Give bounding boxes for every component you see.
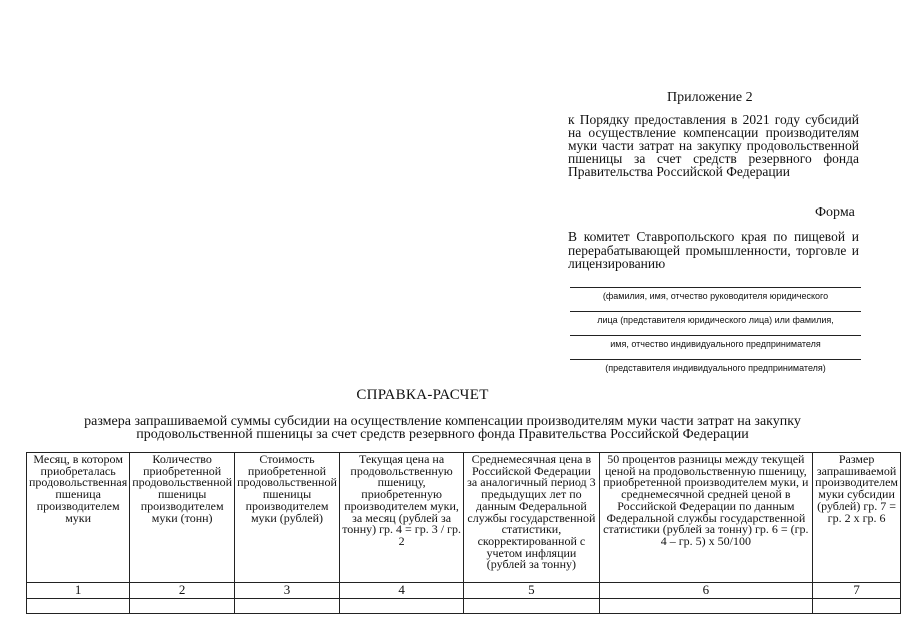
- table-header-cell: Месяц, в котором приобреталась продовольственная пшеница производителем муки: [27, 453, 130, 583]
- signature-line-1: (фамилия, имя, отчество руководителя юридического: [570, 287, 861, 302]
- addressee: В комитет Ставропольского края по пищевой и перерабатывающей промышленности, торговле и лицензированию: [568, 229, 859, 271]
- column-number: 5: [464, 583, 599, 599]
- calculation-table: [26, 452, 901, 614]
- table-cell: [813, 598, 901, 613]
- table-cell: [235, 598, 340, 613]
- column-number: 3: [235, 583, 340, 599]
- table-header-cell: 50 процентов разницы между текущей ценой на продовольственную пшеницу, приобретенной производителем муки, и среднемесячной средней ценой в Российской Федерации по данным Федеральной службы государственной статистики (рублей за тонну) гр. 6 = (гр. 4 – гр. 5) x 50/100: [599, 453, 813, 583]
- document-subtitle: размера запрашиваемой суммы субсидии на осуществление компенсации производителям муки части затрат на закупку продовольственной пшеницы за счет средств резервного фонда Правительства Российской Федерации: [84, 414, 801, 442]
- table-header-cell: Количество приобретенной продовольственной пшеницы производителем муки (тонн): [130, 453, 235, 583]
- column-number: 2: [130, 583, 235, 599]
- table-cell: [599, 598, 813, 613]
- signature-line-3: имя, отчество индивидуального предпринимателя: [570, 335, 861, 350]
- table-header-cell: Среднемесячная цена в Российской Федерации за аналогичный период 3 предыдущих лет по данным Федеральной службы государственной статистики, скорректированной с учетом инфляции (рублей за тонну): [464, 453, 599, 583]
- column-number: 7: [813, 583, 901, 599]
- appendix-text: к Порядку предоставления в 2021 году субсидий на осуществление компенсации производителям муки части затрат на закупку продовольственной пшеницы за счет средств резервного фонда Правительства Российской Федерации: [568, 112, 859, 179]
- column-number: 4: [339, 583, 463, 599]
- table-header-cell: Размер запрашиваемой производителем муки субсидии (рублей) гр. 7 = гр. 2 x гр. 6: [813, 453, 901, 583]
- column-number: 6: [599, 583, 813, 599]
- table-cell: [464, 598, 599, 613]
- table-number-row: [27, 583, 901, 599]
- table-cell: [339, 598, 463, 613]
- appendix-title: Приложение 2: [667, 90, 753, 105]
- column-number: 1: [27, 583, 130, 599]
- document-title: СПРАВКА-РАСЧЕТ: [356, 387, 489, 403]
- table-header-row: [27, 453, 901, 583]
- table-header-cell: Текущая цена на продовольственную пшеницу, приобретенную производителем муки, за месяц (рублей за тонну) гр. 4 = гр. 3 / гр. 2: [339, 453, 463, 583]
- signature-line-2: лица (представителя юридического лица) или фамилия,: [570, 311, 861, 326]
- table-cell: [130, 598, 235, 613]
- table-blank-row: [27, 598, 901, 613]
- table-cell: [27, 598, 130, 613]
- signature-line-4: (представителя индивидуального предпринимателя): [570, 359, 861, 374]
- table-header-cell: Стоимость приобретенной продовольственной пшеницы производителем муки (рублей): [235, 453, 340, 583]
- form-label: Форма: [815, 205, 855, 220]
